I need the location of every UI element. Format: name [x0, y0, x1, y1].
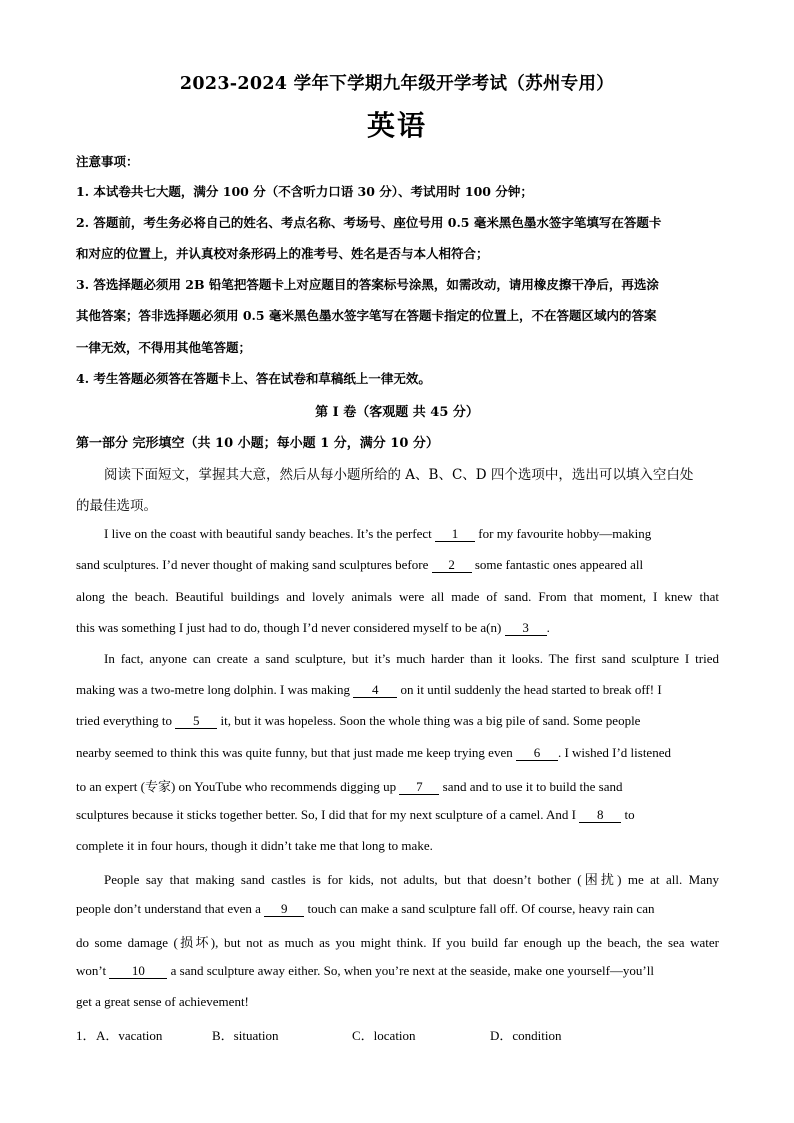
passage-line: tried everything to 5 it, but it was hopeless. Soon the whole thing was a big pile of sand. Some people — [76, 713, 641, 728]
notice-line-6: 一律无效，不得用其他笔答题； — [76, 340, 252, 355]
blank-7: 7 — [399, 780, 439, 795]
instruction-line-1: 阅读下面短文，掌握其大意，然后从每小题所给的 A、B、C、D 四个选项中，选出可以填入空白处 — [104, 467, 694, 483]
blank-4: 4 — [353, 683, 397, 698]
blank-6: 6 — [516, 746, 558, 761]
part-title: 第一部分 完形填空（共 10 小题；每小题 1 分，满分 10 分） — [76, 436, 439, 451]
option-d: D．condition — [490, 1028, 562, 1043]
passage-line: sculptures because it sticks together better. So, I did that for my next sculpture of a camel. And I 8 to — [76, 807, 635, 822]
notice-line-3: 和对应的位置上，并认真校对条形码上的准考号、姓名是否与本人相符合； — [76, 246, 489, 261]
passage-line: I live on the coast with beautiful sandy beaches. It’s the perfect 1 for my favourite hobby—making — [104, 526, 652, 541]
notice-heading: 注意事项： — [76, 154, 139, 169]
passage-line: along the beach. Beautiful buildings and lovely animals were all made of sand. From that moment, I knew that — [76, 589, 719, 604]
question-number: 1． — [76, 1028, 96, 1043]
passage-line: won’t 10 a sand sculpture away either. So, when you’re next at the seaside, make one yourself—you’ll — [76, 963, 654, 978]
notice-line-7: 4. 考生答题必须答在答题卡上、答在试卷和草稿纸上一律无效。 — [76, 371, 431, 386]
blank-3: 3 — [505, 621, 547, 636]
blank-5: 5 — [175, 714, 217, 729]
instruction-line-2: 的最佳选项。 — [76, 498, 157, 514]
exam-title: 2023-2024 学年下学期九年级开学考试（苏州专用） — [179, 74, 615, 94]
option-c: C．location — [352, 1028, 416, 1043]
option-a: A．vacation — [96, 1028, 163, 1043]
notice-line-4: 3. 答选择题必须用 2B 铅笔把答题卡上对应题目的答案标号涂黑，如需改动，请用橡皮擦干净后，再选涂 — [76, 277, 659, 292]
passage-line: In fact, anyone can create a sand sculpture, but it’s much harder than it looks. The first sand sculpture I tried — [104, 651, 719, 666]
passage-line: making was a two-metre long dolphin. I was making 4 on it until suddenly the head started to break off! I — [76, 682, 662, 697]
passage-line: to an expert (专家) on YouTube who recommends digging up 7 sand and to use it to build the sand — [76, 779, 623, 794]
blank-8: 8 — [579, 808, 621, 823]
subject-title: 英语 — [366, 109, 427, 142]
passage-line: complete it in four hours, though it didn’t take me that long to make. — [76, 838, 433, 853]
notice-line-5: 其他答案；答非选择题必须用 0.5 毫米黑色墨水签字笔写在答题卡指定的位置上，不在答题区域内的答案 — [76, 308, 657, 323]
section-title: 第 I 卷（客观题 共 45 分） — [315, 405, 479, 420]
passage-line: nearby seemed to think this was quite funny, but that just made me keep trying even 6 . I wished I’d listened — [76, 745, 671, 760]
notice-line-2: 2. 答题前，考生务必将自己的姓名、考点名称、考场号、座位号用 0.5 毫米黑色墨水签字笔填写在答题卡 — [76, 215, 662, 230]
blank-10: 10 — [109, 964, 167, 979]
option-b: B．situation — [212, 1028, 279, 1043]
notice-line-1: 1. 本试卷共七大题，满分 100 分（不含听力口语 30 分）、考试用时 100 分钟； — [76, 184, 533, 199]
blank-2: 2 — [432, 558, 472, 573]
passage-line: People say that making sand castles is for kids, not adults, but that doesn’t bother (困扰) me at all. Many — [104, 872, 719, 887]
passage-line: people don’t understand that even a 9 touch can make a sand sculpture fall off. Of course, heavy rain can — [76, 901, 655, 916]
blank-9: 9 — [264, 902, 304, 917]
passage-line: get a great sense of achievement! — [76, 994, 249, 1009]
blank-1: 1 — [435, 527, 475, 542]
passage-line: do some damage (损坏), but not as much as you might think. If you build far enough up the beach, the sea water — [76, 935, 719, 950]
passage-line: this was something I just had to do, though I’d never considered myself to be a(n) 3 . — [76, 620, 550, 635]
passage-line: sand sculptures. I’d never thought of making sand sculptures before 2 some fantastic ones appeared all — [76, 557, 644, 572]
